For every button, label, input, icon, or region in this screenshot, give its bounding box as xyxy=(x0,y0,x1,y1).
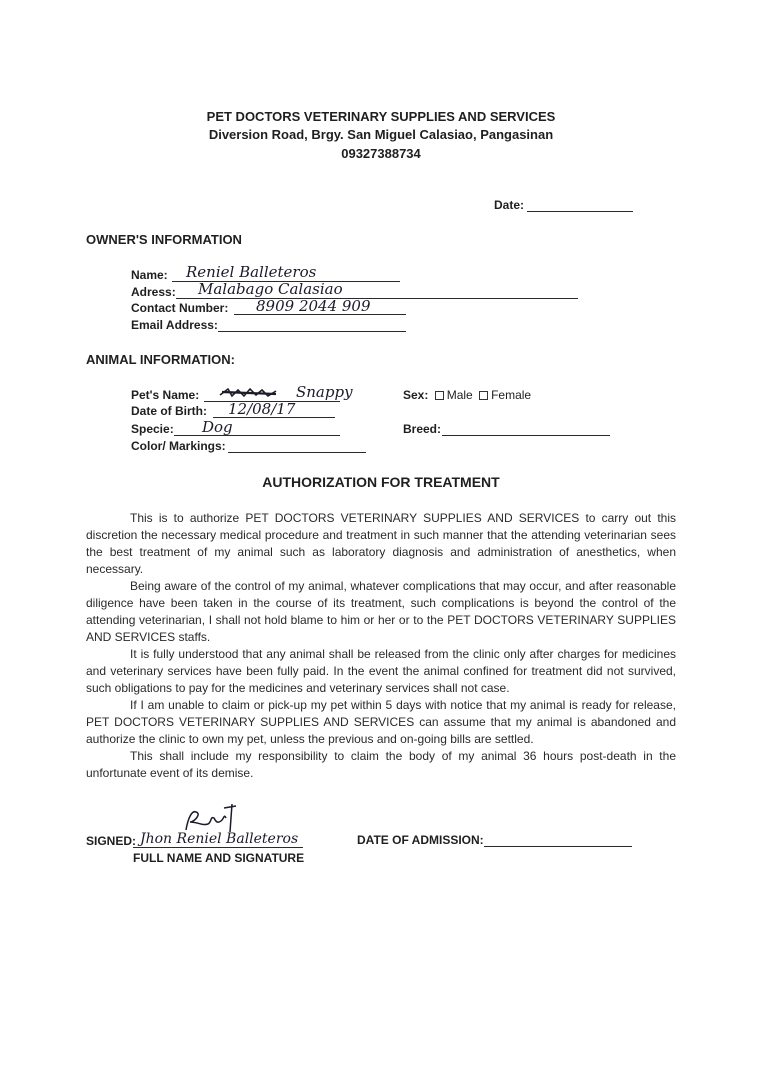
owner-section-title: OWNER'S INFORMATION xyxy=(86,232,242,247)
owner-name-label: Name: xyxy=(131,268,168,282)
breed-label: Breed: xyxy=(403,422,442,436)
owner-contact-label: Contact Number: xyxy=(131,301,229,315)
authorization-paragraph: It is fully understood that any animal shall be released from the clinic only after charges for medicines and veterinary services have been fully paid. In the event the animal confined for treatment did not survived, such obligations to pay for the medicines and veterinary services shall not case. xyxy=(86,647,676,695)
clinic-phone: 09327388734 xyxy=(341,146,421,161)
specie-field[interactable] xyxy=(174,435,340,436)
signed-name-value: Jhon Reniel Balleteros xyxy=(140,831,299,847)
authorization-paragraph: Being aware of the control of my animal, whatever complications that may occur, and after reasonable diligence have been taken in the course of its treatment, such complications is beyond the control of the attending veterinarian, I shall not hold blame to him or her or to the PET DOCTORS VETERINARY SUPPLIES AND SERVICES staffs. xyxy=(86,579,676,644)
authorization-paragraph: If I am unable to claim or pick-up my pet within 5 days with notice that my animal is ready for release, PET DOCTORS VETERINARY SUPPLIES AND SERVICES can assume that my animal is abandoned and authorize the clinic to own my pet, unless the previous and on-going bills are settled. xyxy=(86,698,676,746)
owner-address-field[interactable] xyxy=(176,298,578,299)
signature-caption: FULL NAME AND SIGNATURE xyxy=(133,851,305,865)
clinic-name: PET DOCTORS VETERINARY SUPPLIES AND SERVICES xyxy=(206,109,556,124)
color-label: Color/ Markings: xyxy=(131,439,226,453)
authorization-title: AUTHORIZATION FOR TREATMENT xyxy=(262,474,500,490)
strikethrough-scribble xyxy=(218,386,280,400)
authorization-body xyxy=(86,510,676,782)
pet-name-label: Pet's Name: xyxy=(131,388,200,402)
authorization-paragraph: This shall include my responsibility to claim the body of my animal 36 hours post-death in the unfortunate event of its demise. xyxy=(86,749,676,780)
specie-label: Specie: xyxy=(131,422,174,436)
male-option-label: Male xyxy=(446,388,473,402)
sex-group xyxy=(403,388,531,402)
authorization-paragraph: This is to authorize PET DOCTORS VETERINARY SUPPLIES AND SERVICES to carry out this discretion the necessary medical procedure and treatment in such manner that the attending veterinarian sees the best treatment of my animal such as laboratory diagnosis and administration of anesthetics, when necessary. xyxy=(86,511,676,576)
owner-email-label: Email Address: xyxy=(131,318,218,332)
signed-label: SIGNED: xyxy=(86,834,137,848)
pet-name-value: Snappy xyxy=(296,383,353,401)
dob-label: Date of Birth: xyxy=(131,404,207,418)
owner-address-label: Adress: xyxy=(131,285,176,299)
breed-field[interactable] xyxy=(442,435,610,436)
owner-contact-value: 8909 2044 909 xyxy=(256,297,371,315)
specie-value: Dog xyxy=(202,418,233,436)
admission-date-label: DATE OF ADMISSION: xyxy=(357,833,484,847)
signature-field[interactable] xyxy=(133,847,303,848)
animal-section-title: ANIMAL INFORMATION: xyxy=(86,352,235,367)
female-checkbox[interactable] xyxy=(479,391,488,400)
owner-address-value: Malabago Calasiao xyxy=(198,280,343,298)
color-field[interactable] xyxy=(228,452,366,453)
date-field[interactable] xyxy=(527,211,633,212)
clinic-address: Diversion Road, Brgy. San Miguel Calasiao, Pangasinan xyxy=(208,127,554,142)
male-checkbox[interactable] xyxy=(435,391,444,400)
date-label: Date: xyxy=(494,198,525,212)
admission-date-field[interactable] xyxy=(484,846,632,847)
sex-label: Sex: xyxy=(403,388,429,402)
owner-email-field[interactable] xyxy=(218,331,406,332)
female-option-label: Female xyxy=(491,388,532,402)
dob-value: 12/08/17 xyxy=(228,400,296,418)
owner-name-value: Reniel Balleteros xyxy=(186,263,317,281)
